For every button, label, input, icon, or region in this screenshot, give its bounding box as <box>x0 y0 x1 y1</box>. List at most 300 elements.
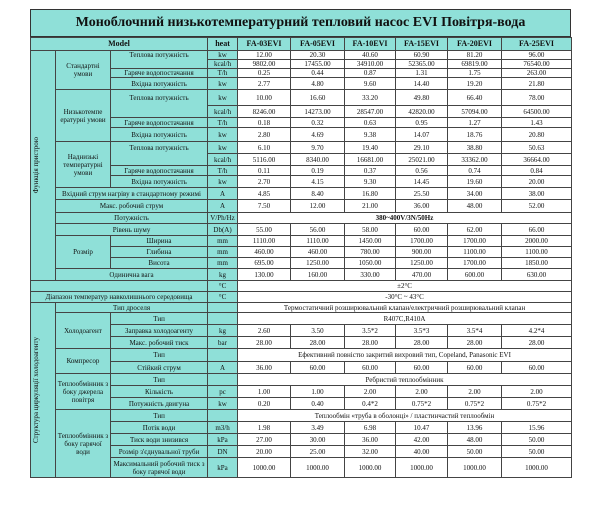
unit: Db(A) <box>208 224 238 236</box>
value-cell: 1850.00 <box>502 258 572 269</box>
value-cell: 1250.00 <box>396 258 448 269</box>
table-row <box>31 386 572 398</box>
value-cell: 0.87 <box>345 69 396 78</box>
value-cell: 0.75*2 <box>448 398 502 410</box>
value-cell: 0.75*2 <box>502 398 572 410</box>
value-cell: 33362.00 <box>448 154 502 166</box>
value-cell: 28.00 <box>291 337 345 349</box>
param-name: Тип дроселя <box>56 303 208 313</box>
value-cell: 0.18 <box>238 118 291 128</box>
value-cell: 1.00 <box>238 386 291 398</box>
table-row <box>31 166 572 176</box>
value-cell: 780.00 <box>345 247 396 258</box>
value-cell: 1.75 <box>448 69 502 78</box>
value-cell: 1250.00 <box>291 258 345 269</box>
value-cell: 60.00 <box>448 362 502 374</box>
value-cell: 81.20 <box>448 51 502 60</box>
value-cell: 16.80 <box>345 188 396 200</box>
water-hx-label: Теплообмінник з боку гарячої води <box>56 410 111 478</box>
value-cell: 1000.00 <box>345 458 396 478</box>
value-cell: 19.20 <box>448 78 502 90</box>
value-cell: 50.63 <box>502 142 572 154</box>
value-cell: 60.00 <box>502 362 572 374</box>
param-name: Рівень шуму <box>56 224 208 236</box>
value-cell: 14.40 <box>396 78 448 90</box>
value-cell: 1450.00 <box>345 236 396 247</box>
value-cell: 1700.00 <box>448 236 502 247</box>
table-row <box>31 269 572 281</box>
value-cell: 38.80 <box>448 142 502 154</box>
value-cell: 29.10 <box>396 142 448 154</box>
value-cell: 12.00 <box>291 200 345 213</box>
param-name: Потужність <box>56 213 208 224</box>
value-cell: 3.50 <box>291 325 345 337</box>
value-cell: 0.63 <box>345 118 396 128</box>
air-hx-label: Теплообмінник з боку джерела повітря <box>56 374 111 410</box>
value-cell: 56.00 <box>291 224 345 236</box>
value-cell: 0.25 <box>238 69 291 78</box>
param-name: Глибина <box>111 247 208 258</box>
param-name: Вхідна потужність <box>111 128 208 142</box>
param-name: Макс. робочий струм <box>56 200 208 213</box>
value-cell: 14.07 <box>396 128 448 142</box>
table-row <box>31 78 572 90</box>
unit: kPa <box>208 458 238 478</box>
value-cell: 48.00 <box>448 434 502 446</box>
value-cell: 60.00 <box>396 362 448 374</box>
table-row <box>31 118 572 128</box>
value-cell: 2.00 <box>448 386 502 398</box>
value-cell: 9802.00 <box>238 60 291 69</box>
param-name: Висота <box>111 258 208 269</box>
param-name-cont <box>111 154 208 166</box>
value-cell: 0.84 <box>502 166 572 176</box>
value-cell: 19.40 <box>345 142 396 154</box>
value-cell: 600.00 <box>448 269 502 281</box>
compressor-type: Ефективний повністю закритий вихровий тип, Copeland, Panasonic EVI <box>238 349 572 362</box>
value-cell: 20.00 <box>238 446 291 458</box>
value-cell: 28.00 <box>396 337 448 349</box>
value-cell: 8.40 <box>291 188 345 200</box>
section-structure-text: Структура циркуляції холодоагенту <box>32 336 40 444</box>
table-row <box>31 446 572 458</box>
table-row <box>31 258 572 269</box>
value-cell: 2.77 <box>238 78 291 90</box>
param-name: Вхідна потужність <box>111 176 208 188</box>
table-row <box>31 90 572 106</box>
table-row <box>31 313 572 325</box>
air-hx-type: Ребристий теплообмінник <box>238 374 572 386</box>
value-cell: 36.00 <box>396 200 448 213</box>
value-cell: 78.00 <box>502 90 572 106</box>
table-row <box>31 176 572 188</box>
unit: kw <box>208 51 238 60</box>
value-cell: 18.76 <box>448 128 502 142</box>
value-cell: 15.96 <box>502 422 572 434</box>
value-cell: 50.00 <box>448 446 502 458</box>
value-cell: 160.00 <box>291 269 345 281</box>
value-cell: 1100.00 <box>448 247 502 258</box>
value-cell: 38.00 <box>502 188 572 200</box>
table-row <box>31 247 572 258</box>
value-cell: 10.47 <box>396 422 448 434</box>
value-cell: 1700.00 <box>396 236 448 247</box>
table-row <box>31 337 572 349</box>
temp-blank <box>31 281 208 292</box>
temp-accuracy: ±2°C <box>238 281 572 292</box>
param-name: Стійкий струм <box>111 362 208 374</box>
param-name-cont <box>111 60 208 69</box>
unit: A <box>208 188 238 200</box>
header-model: Model <box>31 38 208 51</box>
value-cell: 14.45 <box>396 176 448 188</box>
unit: kcal/h <box>208 60 238 69</box>
value-cell: 5116.00 <box>238 154 291 166</box>
table-row <box>31 128 572 142</box>
value-cell: 36664.00 <box>502 154 572 166</box>
value-cell: 42.00 <box>396 434 448 446</box>
table-row <box>31 200 572 213</box>
value-cell: 21.00 <box>345 200 396 213</box>
value-cell: 460.00 <box>238 247 291 258</box>
section-function-text: Функція пристрою <box>32 137 40 194</box>
value-cell: 900.00 <box>396 247 448 258</box>
table-row <box>31 213 572 224</box>
unit: A <box>208 200 238 213</box>
value-cell: 1.43 <box>502 118 572 128</box>
value-cell: 28547.00 <box>345 106 396 118</box>
value-cell: 1.98 <box>238 422 291 434</box>
param-name: Діапазон температур навколишнього середовища <box>31 292 208 303</box>
value-cell: 48.00 <box>448 200 502 213</box>
param-name: Теплова потужність <box>111 142 208 154</box>
unit-blank <box>208 349 238 362</box>
value-cell: 25.00 <box>291 446 345 458</box>
value-cell: 1000.00 <box>448 458 502 478</box>
value-cell: 8246.00 <box>238 106 291 118</box>
value-cell: 62.00 <box>448 224 502 236</box>
param-name: Одинична вага <box>56 269 208 281</box>
unit: T/h <box>208 118 238 128</box>
unit: kw <box>208 128 238 142</box>
header-row <box>31 38 572 51</box>
value-cell: 0.95 <box>396 118 448 128</box>
unit: T/h <box>208 166 238 176</box>
table-row <box>31 281 572 292</box>
value-cell: 8340.00 <box>291 154 345 166</box>
table-row <box>31 154 572 166</box>
value-cell: 1110.00 <box>291 236 345 247</box>
value-cell: 14273.00 <box>291 106 345 118</box>
value-cell: 4.2*4 <box>502 325 572 337</box>
table-row <box>31 303 572 313</box>
param-name-cont <box>111 106 208 118</box>
value-cell: 2000.00 <box>502 236 572 247</box>
table-row <box>31 458 572 478</box>
value-cell: 60.00 <box>291 362 345 374</box>
spec-sheet <box>30 9 571 478</box>
value-cell: 42820.00 <box>396 106 448 118</box>
param-name: Потік води <box>111 422 208 434</box>
value-cell: 40.60 <box>345 51 396 60</box>
value-cell: 1050.00 <box>345 258 396 269</box>
refrigerant-label: Холодоагент <box>56 313 111 349</box>
value-cell: 25.50 <box>396 188 448 200</box>
value-cell: 6.98 <box>345 422 396 434</box>
value-cell: 263.00 <box>502 69 572 78</box>
table-row <box>31 224 572 236</box>
header-model-col: FA-20EVI <box>448 38 502 51</box>
unit: kw <box>208 78 238 90</box>
value-cell: 60.00 <box>396 224 448 236</box>
table-row <box>31 325 572 337</box>
value-cell: 32.00 <box>345 446 396 458</box>
value-cell: 50.00 <box>502 434 572 446</box>
value-cell: 130.00 <box>238 269 291 281</box>
power-value: 380~400V/3N/50Hz <box>238 213 572 224</box>
value-cell: 2.00 <box>396 386 448 398</box>
value-cell: 28.00 <box>448 337 502 349</box>
table-row <box>31 292 572 303</box>
param-name: Кількість <box>111 386 208 398</box>
param-name: Вхідна потужність <box>111 78 208 90</box>
value-cell: 3.5*4 <box>448 325 502 337</box>
value-cell: 12.00 <box>238 51 291 60</box>
param-name: Максимальний робочий тиск з боку гарячої води <box>111 458 208 478</box>
unit: DN <box>208 446 238 458</box>
value-cell: 52365.00 <box>396 60 448 69</box>
param-name: Теплова потужність <box>111 51 208 60</box>
unit: kg <box>208 325 238 337</box>
value-cell: 330.00 <box>345 269 396 281</box>
value-cell: 20.30 <box>291 51 345 60</box>
value-cell: 3.5*2 <box>345 325 396 337</box>
param-name: Гаряче водопостачання <box>111 166 208 176</box>
unit: mm <box>208 247 238 258</box>
value-cell: 28.00 <box>238 337 291 349</box>
value-cell: 4.85 <box>238 188 291 200</box>
value-cell: 1000.00 <box>238 458 291 478</box>
sheet-title: Моноблочний низькотемпературний тепловий насос EVI Повітря-вода <box>30 9 571 37</box>
value-cell: 60.00 <box>345 362 396 374</box>
water-hx-type: Теплообмін «труба в оболонці» / пластинчастий теплообмін <box>238 410 572 422</box>
value-cell: 52.00 <box>502 200 572 213</box>
value-cell: 1700.00 <box>448 258 502 269</box>
table-row <box>31 142 572 154</box>
value-cell: 34910.00 <box>345 60 396 69</box>
value-cell: 1.27 <box>448 118 502 128</box>
value-cell: 60.90 <box>396 51 448 60</box>
value-cell: 2.60 <box>238 325 291 337</box>
value-cell: 0.40 <box>291 398 345 410</box>
table-row <box>31 236 572 247</box>
temp-range: -30°C ~ 43°C <box>238 292 572 303</box>
value-cell: 1.31 <box>396 69 448 78</box>
value-cell: 30.00 <box>291 434 345 446</box>
value-cell: 1100.00 <box>502 247 572 258</box>
value-cell: 16681.00 <box>345 154 396 166</box>
value-cell: 50.00 <box>502 446 572 458</box>
value-cell: 695.00 <box>238 258 291 269</box>
value-cell: 0.20 <box>238 398 291 410</box>
value-cell: 3.5*3 <box>396 325 448 337</box>
value-cell: 25021.00 <box>396 154 448 166</box>
table-row <box>31 434 572 446</box>
value-cell: 460.00 <box>291 247 345 258</box>
param-name: Потужність двигуна <box>111 398 208 410</box>
value-cell: 0.56 <box>396 166 448 176</box>
param-name: Макс. робочий тиск <box>111 337 208 349</box>
table-row <box>31 106 572 118</box>
header-model-col: FA-25EVI <box>502 38 572 51</box>
unit: kw <box>208 398 238 410</box>
table-row <box>31 69 572 78</box>
value-cell: 0.75*2 <box>396 398 448 410</box>
table-row <box>31 422 572 434</box>
table-row <box>31 398 572 410</box>
spec-table <box>30 37 572 478</box>
value-cell: 76540.00 <box>502 60 572 69</box>
value-cell: 13.96 <box>448 422 502 434</box>
value-cell: 2.00 <box>345 386 396 398</box>
value-cell: 49.80 <box>396 90 448 106</box>
unit: kw <box>208 90 238 106</box>
value-cell: 58.00 <box>345 224 396 236</box>
value-cell: 9.38 <box>345 128 396 142</box>
table-row <box>31 188 572 200</box>
unit-blank <box>208 303 238 313</box>
unit: T/h <box>208 69 238 78</box>
value-cell: 40.00 <box>396 446 448 458</box>
value-cell: 9.30 <box>345 176 396 188</box>
param-name: Теплова потужність <box>111 90 208 106</box>
table-row <box>31 349 572 362</box>
unit: kcal/h <box>208 106 238 118</box>
value-cell: 21.80 <box>502 78 572 90</box>
value-cell: 0.11 <box>238 166 291 176</box>
unit: V/Ph/Hz <box>208 213 238 224</box>
unit: °C <box>208 281 238 292</box>
param-name: Гаряче водопостачання <box>111 118 208 128</box>
value-cell: 0.4*2 <box>345 398 396 410</box>
unit: kPa <box>208 434 238 446</box>
unit: bar <box>208 337 238 349</box>
value-cell: 36.00 <box>345 434 396 446</box>
value-cell: 17455.00 <box>291 60 345 69</box>
value-cell: 0.32 <box>291 118 345 128</box>
value-cell: 3.49 <box>291 422 345 434</box>
section-structure <box>31 303 56 478</box>
value-cell: 1000.00 <box>502 458 572 478</box>
value-cell: 0.44 <box>291 69 345 78</box>
unit: kw <box>208 142 238 154</box>
value-cell: 7.50 <box>238 200 291 213</box>
value-cell: 69819.00 <box>448 60 502 69</box>
value-cell: 19.60 <box>448 176 502 188</box>
header-model-col: FA-05EVI <box>291 38 345 51</box>
param-name: Тип <box>111 374 208 386</box>
value-cell: 1110.00 <box>238 236 291 247</box>
table-row <box>31 362 572 374</box>
header-model-col: FA-15EVI <box>396 38 448 51</box>
value-cell: 96.00 <box>502 51 572 60</box>
value-cell: 2.00 <box>502 386 572 398</box>
value-cell: 28.00 <box>345 337 396 349</box>
value-cell: 630.00 <box>502 269 572 281</box>
value-cell: 20.80 <box>502 128 572 142</box>
header-model-col: FA-10EVI <box>345 38 396 51</box>
value-cell: 6.10 <box>238 142 291 154</box>
header-model-col: FA-03EVI <box>238 38 291 51</box>
value-cell: 2.80 <box>238 128 291 142</box>
value-cell: 55.00 <box>238 224 291 236</box>
param-name: Гаряче водопостачання <box>111 69 208 78</box>
value-cell: 27.00 <box>238 434 291 446</box>
unit: pc <box>208 386 238 398</box>
table-row <box>31 51 572 60</box>
unit: kw <box>208 176 238 188</box>
value-cell: 66.40 <box>448 90 502 106</box>
unit: mm <box>208 236 238 247</box>
refrigerant-type: R407C,R410A <box>238 313 572 325</box>
condition-label: Наднизькі температурні умови <box>56 142 111 188</box>
unit: kcal/h <box>208 154 238 166</box>
param-name: Розмір з'єднувальної труби <box>111 446 208 458</box>
value-cell: 0.37 <box>345 166 396 176</box>
size-label: Розмір <box>56 236 111 269</box>
value-cell: 36.00 <box>238 362 291 374</box>
value-cell: 4.15 <box>291 176 345 188</box>
value-cell: 1.00 <box>291 386 345 398</box>
value-cell: 34.00 <box>448 188 502 200</box>
value-cell: 20.00 <box>502 176 572 188</box>
param-name: Тип <box>111 313 208 325</box>
unit: m3/h <box>208 422 238 434</box>
section-function <box>31 51 56 281</box>
value-cell: 4.80 <box>291 78 345 90</box>
param-name: Тип <box>111 410 208 422</box>
unit-blank <box>208 374 238 386</box>
header-heat: heat <box>208 38 238 51</box>
value-cell: 1000.00 <box>291 458 345 478</box>
value-cell: 470.00 <box>396 269 448 281</box>
value-cell: 2.70 <box>238 176 291 188</box>
unit: mm <box>208 258 238 269</box>
condition-label: Стандартні умови <box>56 51 111 90</box>
value-cell: 1000.00 <box>396 458 448 478</box>
condition-label: Низькотемпе ературні умови <box>56 90 111 142</box>
table-row <box>31 60 572 69</box>
value-cell: 9.70 <box>291 142 345 154</box>
table-row <box>31 410 572 422</box>
unit-blank <box>208 313 238 325</box>
value-cell: 10.00 <box>238 90 291 106</box>
value-cell: 0.19 <box>291 166 345 176</box>
unit: kg <box>208 269 238 281</box>
unit: A <box>208 362 238 374</box>
param-name: Вхідний струм нагріву в стандартному режимі <box>56 188 208 200</box>
unit-blank <box>208 410 238 422</box>
param-name: Тип <box>111 349 208 362</box>
param-name: Тиск води знизився <box>111 434 208 446</box>
param-name: Заправка холодоагенту <box>111 325 208 337</box>
compressor-label: Компресор <box>56 349 111 374</box>
table-row <box>31 374 572 386</box>
value-cell: 4.69 <box>291 128 345 142</box>
throttle-value: Термостатичний розширювальний клапан/електричний розширювальний клапан <box>238 303 572 313</box>
value-cell: 16.60 <box>291 90 345 106</box>
value-cell: 28.00 <box>502 337 572 349</box>
